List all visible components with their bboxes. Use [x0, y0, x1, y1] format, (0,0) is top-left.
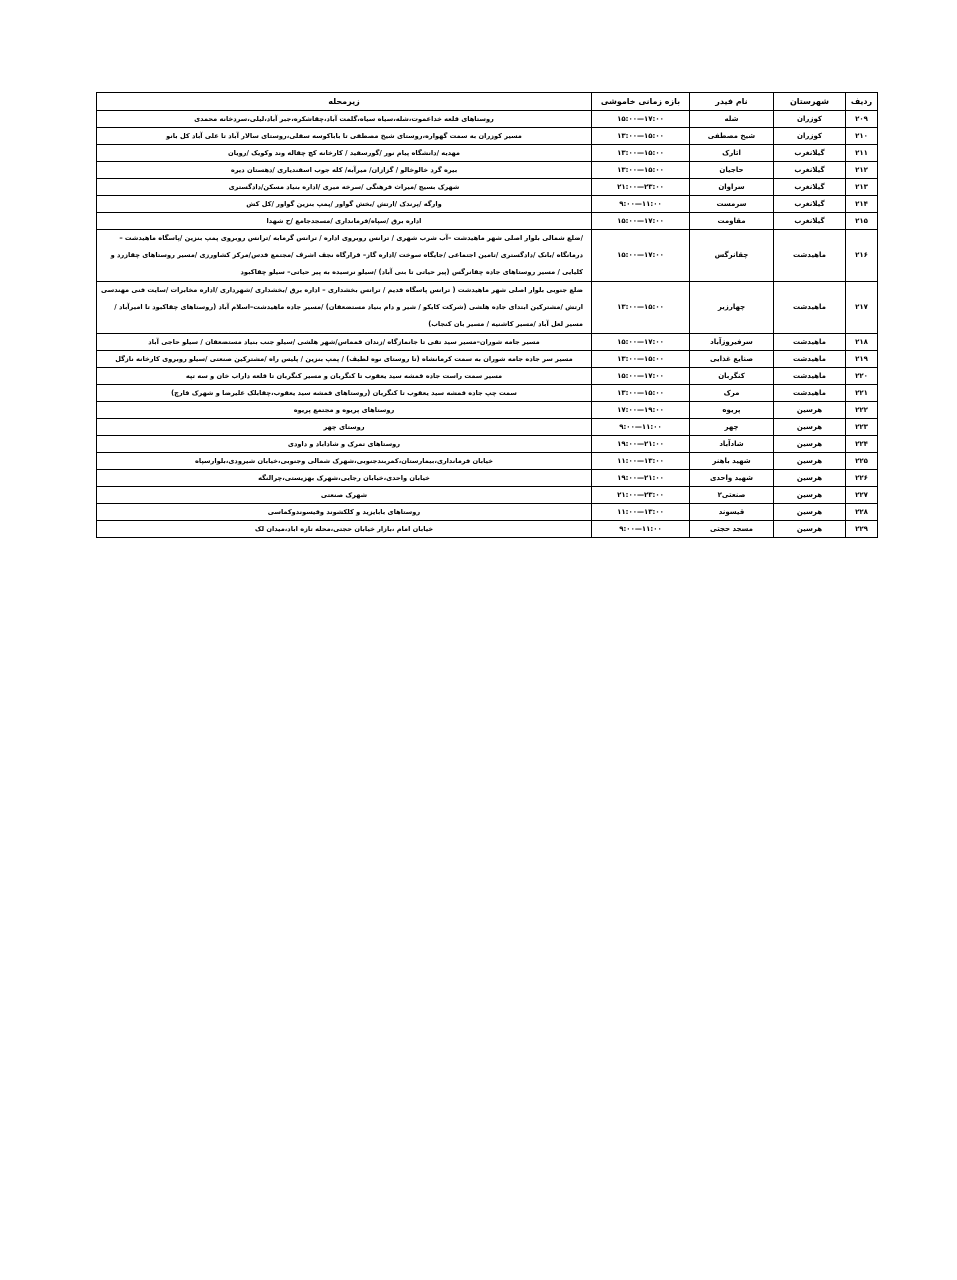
cell-row-number: ۲۲۶	[846, 470, 878, 487]
cell-city: گیلانغرب	[774, 145, 846, 162]
cell-row-number: ۲۲۳	[846, 419, 878, 436]
cell-feeder: مسجد حجتی	[690, 521, 774, 538]
cell-row-number: ۲۱۷	[846, 282, 878, 334]
cell-row-number: ۲۱۱	[846, 145, 878, 162]
table-row	[97, 470, 878, 487]
table-row	[97, 196, 878, 213]
cell-area: مسیر جامه شوران–مسیر سید تقی تا جانمازگاه /زندان قمماس/شهر هلشی /سیلو جنب بنیاد مستضعفان / سیلو حاجی آباد	[97, 334, 592, 351]
cell-feeder: سرفیروزآباد	[690, 334, 774, 351]
table-row	[97, 385, 878, 402]
cell-time: ۱۳:۰۰—۱۵:۰۰	[592, 162, 690, 179]
cell-city: ماهیدشت	[774, 230, 846, 282]
cell-area: خیابان واحدی،خیابان رجایی،شهرک بهزیستی،چرالنگه	[97, 470, 592, 487]
cell-city: هرسین	[774, 453, 846, 470]
cell-time: ۱۳:۰۰—۱۵:۰۰	[592, 282, 690, 334]
cell-time: ۱۳:۰۰—۱۵:۰۰	[592, 385, 690, 402]
header-city: شهرستان	[774, 93, 846, 111]
cell-city: ماهیدشت	[774, 334, 846, 351]
cell-feeder: شهید باهنر	[690, 453, 774, 470]
cell-time: ۱۵:۰۰—۱۷:۰۰	[592, 111, 690, 128]
cell-area: بیره گرد خالوخالو / گزازان/ میرآبه/ کله جوب اسفندیاری /دهستان دیره	[97, 162, 592, 179]
table-row	[97, 334, 878, 351]
cell-feeder: صنعتی۲	[690, 487, 774, 504]
cell-time: ۱۳:۰۰—۱۵:۰۰	[592, 128, 690, 145]
cell-area: روستاهای بابایزید و کلکشوند وقیسوندوکماسی	[97, 504, 592, 521]
cell-city: ماهیدشت	[774, 385, 846, 402]
table-row	[97, 282, 878, 334]
cell-row-number: ۲۱۹	[846, 351, 878, 368]
cell-feeder: قیسوند	[690, 504, 774, 521]
header-time: بازه زمانی خاموشی	[592, 93, 690, 111]
table-body	[97, 111, 878, 538]
table-row	[97, 504, 878, 521]
cell-row-number: ۲۲۲	[846, 402, 878, 419]
cell-city: کوزران	[774, 111, 846, 128]
cell-city: هرسین	[774, 470, 846, 487]
cell-time: ۹:۰۰—۱۱:۰۰	[592, 419, 690, 436]
cell-row-number: ۲۱۲	[846, 162, 878, 179]
cell-city: هرسین	[774, 419, 846, 436]
cell-time: ۱۹:۰۰—۲۱:۰۰	[592, 470, 690, 487]
cell-time: ۱۳:۰۰—۱۵:۰۰	[592, 145, 690, 162]
table-header-row	[97, 93, 878, 111]
cell-feeder: مرک	[690, 385, 774, 402]
table-row	[97, 436, 878, 453]
cell-row-number: ۲۱۸	[846, 334, 878, 351]
table-row	[97, 521, 878, 538]
cell-row-number: ۲۱۶	[846, 230, 878, 282]
cell-time: ۱۷:۰۰—۱۹:۰۰	[592, 402, 690, 419]
cell-feeder: شادآباد	[690, 436, 774, 453]
cell-city: گیلانغرب	[774, 179, 846, 196]
cell-feeder: سراوان	[690, 179, 774, 196]
cell-city: هرسین	[774, 487, 846, 504]
cell-area: خیابان فرمانداری،بیمارستان،کمربندجنوبی،شهرک شمالی وجنوبی،خیابان شیرودی،بلوارسپاه	[97, 453, 592, 470]
cell-time: ۹:۰۰—۱۱:۰۰	[592, 196, 690, 213]
cell-time: ۲۱:۰۰—۲۳:۰۰	[592, 179, 690, 196]
cell-city: کوزران	[774, 128, 846, 145]
cell-area: شهرک صنعتی	[97, 487, 592, 504]
cell-feeder: شهید واحدی	[690, 470, 774, 487]
cell-time: ۱۳:۰۰—۱۵:۰۰	[592, 351, 690, 368]
cell-feeder: کنگربان	[690, 368, 774, 385]
cell-city: هرسین	[774, 402, 846, 419]
cell-time: ۱۵:۰۰—۱۷:۰۰	[592, 334, 690, 351]
cell-row-number: ۲۲۰	[846, 368, 878, 385]
cell-time: ۱۵:۰۰—۱۷:۰۰	[592, 368, 690, 385]
cell-area: مسیر سر جاده جامه شوران به سمت کرمانشاه (تا روستای نوه لطیف) / پمپ بنزین / پلیس راه /مشترکین صنعتی /سیلو روبروی کارخانه نازگل	[97, 351, 592, 368]
cell-city: هرسین	[774, 521, 846, 538]
cell-city: ماهیدشت	[774, 351, 846, 368]
cell-feeder: چهر	[690, 419, 774, 436]
cell-time: ۲۱:۰۰—۲۳:۰۰	[592, 487, 690, 504]
cell-time: ۱۵:۰۰—۱۷:۰۰	[592, 213, 690, 230]
cell-row-number: ۲۱۴	[846, 196, 878, 213]
cell-area: روستای چهر	[97, 419, 592, 436]
cell-area: وارگه /پرندک /ارتش /بخش گواور /پمپ بنزین گواور /کل کش	[97, 196, 592, 213]
cell-area: مهدیه /دانشگاه پیام نور /گورسفید / کارخانه کچ چقاله وند وکویک /رویان	[97, 145, 592, 162]
cell-time: ۹:۰۰—۱۱:۰۰	[592, 521, 690, 538]
cell-feeder: پریوه	[690, 402, 774, 419]
cell-row-number: ۲۲۸	[846, 504, 878, 521]
cell-city: گیلانغرب	[774, 213, 846, 230]
cell-row-number: ۲۲۴	[846, 436, 878, 453]
cell-area: روستاهای قلعه خداعموت،شله،سیاه سیاه،گلمت آباد،چقاشکره،جبر آباد،لیلی،سردخانه محمدی	[97, 111, 592, 128]
cell-feeder: حاجیان	[690, 162, 774, 179]
table-row	[97, 419, 878, 436]
cell-feeder: مقاومت	[690, 213, 774, 230]
table-row	[97, 145, 878, 162]
outage-schedule-table	[96, 92, 878, 538]
cell-time: ۱۵:۰۰—۱۷:۰۰	[592, 230, 690, 282]
table-row	[97, 179, 878, 196]
cell-city: هرسین	[774, 504, 846, 521]
header-row-number: ردیف	[846, 93, 878, 111]
table-row	[97, 162, 878, 179]
table-row	[97, 213, 878, 230]
table-row	[97, 402, 878, 419]
cell-city: هرسین	[774, 436, 846, 453]
cell-city: ماهیدشت	[774, 282, 846, 334]
table-row	[97, 111, 878, 128]
cell-feeder: چهارزبر	[690, 282, 774, 334]
cell-feeder: صنایع غذایی	[690, 351, 774, 368]
cell-area: ضلع جنوبی بلوار اصلی شهر ماهیدشت ( ترانس پاسگاه قدیم / ترانس بخشداری – اداره برق /بخشداری /شهرداری /اداره مخابرات /سایت فنی مهندسی ارتش /مشترکین ابتدای جاده هلشی (شرکت کایکو / شیر و دام بنیاد مستضعفان) /مسیر جاده ماهیدشت–اسلام آباد (روستاهای چقاکبود تا امیرآباد / مسیر لعل آباد /مسیر کاشنیه / مسیر بان کنجاب)	[97, 282, 592, 334]
cell-area: مسیر کوزران به سمت گهواره،روستای شیخ مصطفی تا باباکوسه سفلی،روستای سالار آباد تا علی آباد کل بانو	[97, 128, 592, 145]
table-row	[97, 453, 878, 470]
cell-city: گیلانغرب	[774, 196, 846, 213]
cell-area: سمت چپ جاده قمشه سید یعقوب تا کنگربان (روستاهای قمشه سید یعقوب،چقابلک علیرضا و شهرک قارچ)	[97, 385, 592, 402]
cell-row-number: ۲۲۷	[846, 487, 878, 504]
table-row	[97, 351, 878, 368]
cell-row-number: ۲۰۹	[846, 111, 878, 128]
cell-area: شهرک بسیج /میراث فرهنگی /سرخه میری /اداره بنیاد مسکن/دادگستری	[97, 179, 592, 196]
cell-area: اداره برق /سپاه/فرمانداری /مسجدجامع /ح شهدا	[97, 213, 592, 230]
cell-city: گیلانغرب	[774, 162, 846, 179]
cell-row-number: ۲۱۰	[846, 128, 878, 145]
header-feeder: نام فیدر	[690, 93, 774, 111]
cell-feeder: اتارک	[690, 145, 774, 162]
cell-area: روستاهای تمرک و شاداباد و داودی	[97, 436, 592, 453]
cell-feeder: شله	[690, 111, 774, 128]
cell-row-number: ۲۲۵	[846, 453, 878, 470]
table-row	[97, 128, 878, 145]
cell-area: /ضلع شمالی بلوار اصلی شهر ماهیدشت –آب شرب شهری / ترانس روبروی اداره / ترانس گرمابه /ترانس روبروی پمپ بنزین /پاسگاه ماهیدشت – درمانگاه /بانک /دادگستری /تامین اجتماعی /جایگاه سوخت /اداره گاز– قرارگاه نجف اشرف /مجتمع قدس/مرکز کشاورزی /مسیر روستاهای چقازرد و کلیایی / مسیر روستاهای جاده چقانرگس (پیر حیاتی تا بنی آباد) /سیلو نرسیده به پیر حیاتی– سیلو چقاکبود	[97, 230, 592, 282]
cell-time: ۱۱:۰۰—۱۳:۰۰	[592, 453, 690, 470]
table-row	[97, 230, 878, 282]
cell-time: ۱۹:۰۰—۲۱:۰۰	[592, 436, 690, 453]
cell-area: خیابان امام ،بازار خیابان حجتی،محله تازه اباد،میدان لک	[97, 521, 592, 538]
table-row	[97, 368, 878, 385]
cell-feeder: سرمست	[690, 196, 774, 213]
cell-row-number: ۲۲۱	[846, 385, 878, 402]
cell-time: ۱۱:۰۰—۱۳:۰۰	[592, 504, 690, 521]
cell-row-number: ۲۲۹	[846, 521, 878, 538]
cell-area: روستاهای پریوه و مجتمع پریوه	[97, 402, 592, 419]
cell-feeder: شیخ مصطفی	[690, 128, 774, 145]
cell-row-number: ۲۱۵	[846, 213, 878, 230]
cell-city: ماهیدشت	[774, 368, 846, 385]
cell-row-number: ۲۱۳	[846, 179, 878, 196]
cell-area: مسیر سمت راست جاده قمشه سید یعقوب تا کنگربان و مسیر کنگربان تا قلعه داراب خان و سه تپه	[97, 368, 592, 385]
cell-feeder: چقانرگس	[690, 230, 774, 282]
header-area: زیرمحله	[97, 93, 592, 111]
table-row	[97, 487, 878, 504]
